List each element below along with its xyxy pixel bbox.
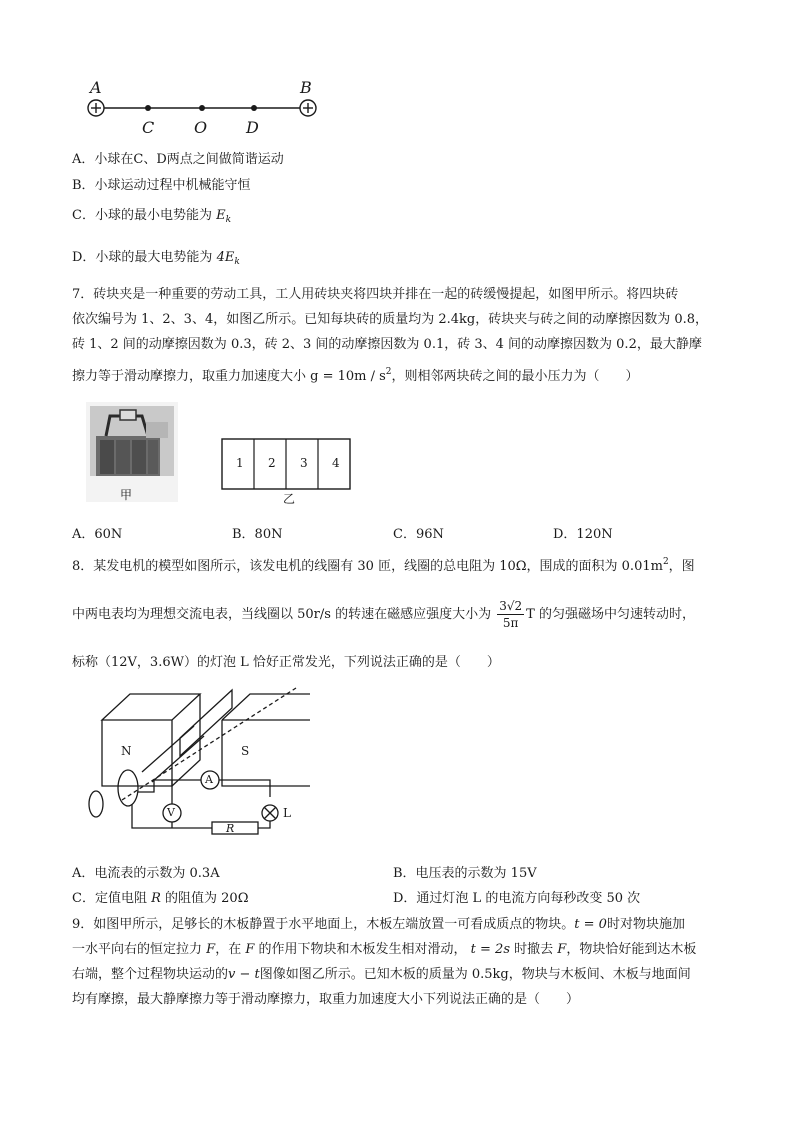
q6-option-b: B．小球运动过程中机械能守恒 xyxy=(72,178,251,193)
q9-line-3: 右端，整个过程物块运动的v − t图像如图乙所示。已知木板的质量为 0.5kg，物块与木板间、木板与地面间 xyxy=(72,967,691,982)
resistor-label: R xyxy=(226,822,235,835)
voltmeter-label: V xyxy=(167,806,175,819)
caption-jia: 甲 xyxy=(120,488,133,502)
q7-option-b: B．80N xyxy=(232,527,283,542)
q8-option-b: B．电压表的示数为 15V xyxy=(393,866,537,881)
label-b: B xyxy=(300,78,312,97)
label-o: O xyxy=(194,118,208,137)
generator-diagram xyxy=(82,682,312,842)
q7-option-a: A．60N xyxy=(72,527,123,542)
ammeter-label: A xyxy=(205,773,213,786)
q8-line-1: 8．某发电机的模型如图所示，该发电机的线圈有 30 匝，线圈的总电阻为 10Ω，围成的面积为 $0.01m^2$，图 xyxy=(72,557,695,574)
q9-line-2: 一水平向右的恒定拉力 F，在 F 的作用下物块和木板发生相对滑动， t = 2s 时撤去 F，物块恰好能到达木板 xyxy=(72,942,697,957)
q6-option-d: D．小球的最大电势能为 $4E_k$ xyxy=(72,250,240,267)
q7-line-2: 依次编号为 1、2、3、4，如图乙所示。已知每块砖的质量均为 2.4kg，砖块夹与砖之间的动摩擦因数为 0.8， xyxy=(72,312,709,327)
q7-line-3: 砖 1、2 间的动摩擦因数为 0.3，砖 2、3 间的动摩擦因数为 0.1，砖 3、4 间的动摩擦因数为 0.2，最大静摩 xyxy=(72,337,702,352)
q8-line-3: 标称（12V，3.6W）的灯泡 L 恰好正常发光，下列说法正确的是（ ） xyxy=(72,655,500,670)
q7-line-1: 7．砖块夹是一种重要的劳动工具，工人用砖块夹将四块并排在一起的砖缓慢提起，如图甲所示。将四块砖 xyxy=(72,287,679,302)
q8-fraction: $\frac{3√2}{5\pi}$ xyxy=(499,599,523,630)
label-c: C xyxy=(142,118,155,137)
q7-option-c: C．96N xyxy=(393,527,444,542)
brick-4: 4 xyxy=(332,456,340,470)
q6-option-a: A．小球在C、D两点之间做简谐运动 xyxy=(72,152,284,167)
magnet-n-label: N xyxy=(121,744,132,758)
q8-option-a: A．电流表的示数为 0.3A xyxy=(72,866,220,881)
brick-3: 3 xyxy=(300,456,308,470)
label-d: D xyxy=(246,118,259,137)
label-a: A xyxy=(90,78,102,97)
q7-option-d: D．120N xyxy=(553,527,613,542)
q7-line-4: 擦力等于滑动摩擦力，取重力加速度大小 $g = 10m / s^2$，则相邻两块砖之间的最小压力为（ ） xyxy=(72,367,639,384)
q8-option-c: C．定值电阻 R 的阻值为 20Ω xyxy=(72,891,249,906)
brick-2: 2 xyxy=(268,456,276,470)
lamp-label: L xyxy=(283,806,291,820)
caption-yi: 乙 xyxy=(283,492,296,506)
q9-line-4: 均有摩擦，最大静摩擦力等于滑动摩擦力，取重力加速度大小下列说法正确的是（ ） xyxy=(72,992,580,1007)
brick-1: 1 xyxy=(236,456,244,470)
q9-line-1: 9．如图甲所示，足够长的木板静置于水平地面上，木板左端放置一可看成质点的物块。t = 0时对物块施加 xyxy=(72,917,685,932)
magnet-s-label: S xyxy=(241,744,250,758)
q6-option-c: C．小球的最小电势能为 $E_k$ xyxy=(72,208,232,225)
q8-option-d: D．通过灯泡 L 的电流方向每秒改变 50 次 xyxy=(393,891,641,906)
q8-line-2: 中两电表均为理想交流电表，当线圈以 50r/s 的转速在磁感应强度大小为 $\frac{3√2}{5\pi}$ T 的匀强磁场中匀速转动时， xyxy=(72,599,695,630)
